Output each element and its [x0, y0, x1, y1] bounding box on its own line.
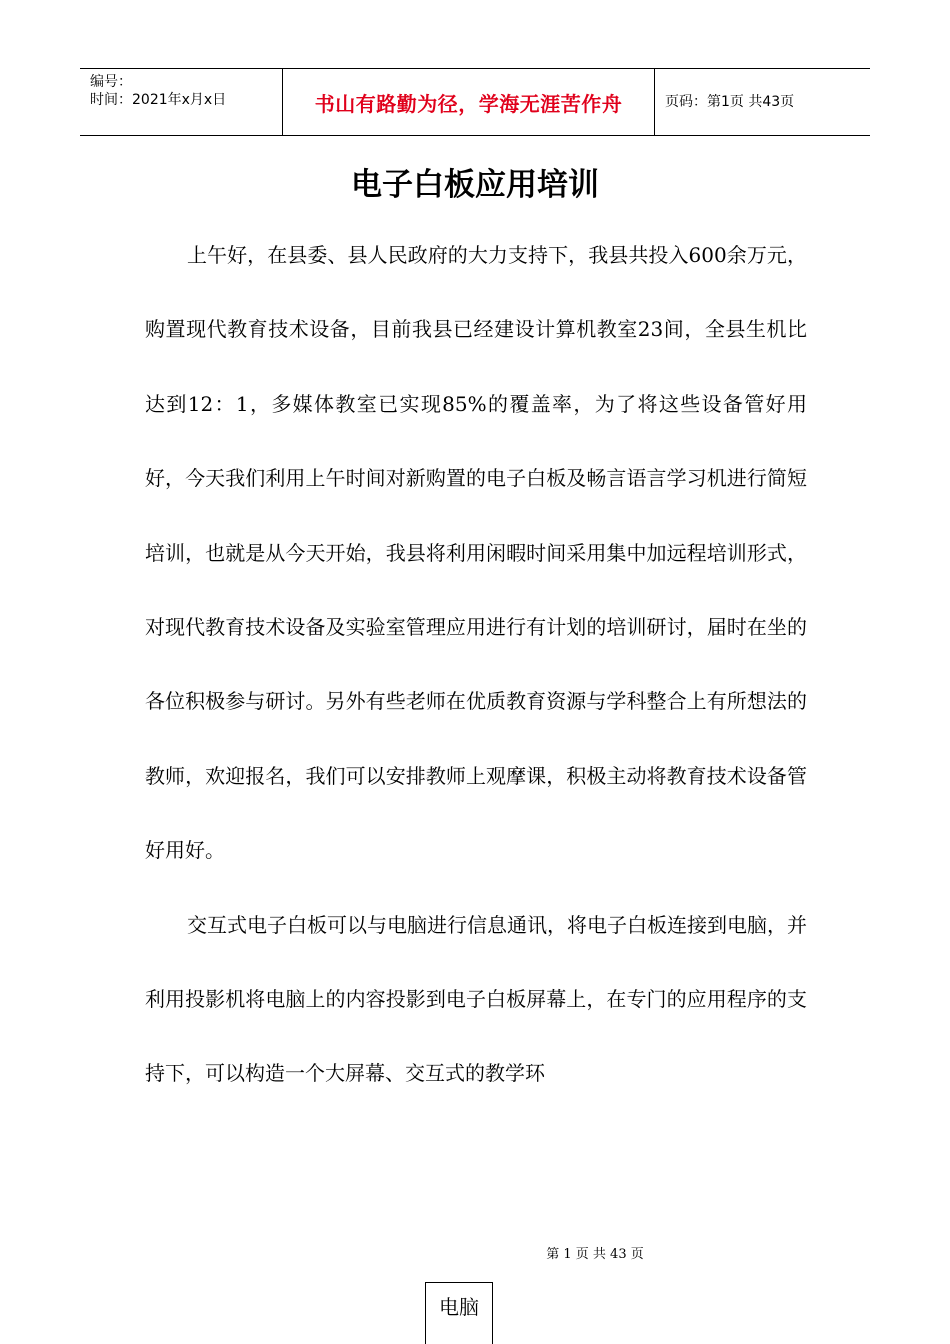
header-table	[80, 68, 870, 136]
page-footer	[0, 1246, 950, 1264]
paragraph-1: 上午好，在县委、县人民政府的大力支持下，我县共投入600余万元，购置现代教育技术设备，目前我县已经建设计算机教室23间，全县生机比达到12：1，多媒体教室已实现85%的覆盖率，为了将这些设备管好用好，今天我们利用上午时间对新购置的电子白板及畅言语言学习机进行简短培训，也就是从今天开始，我县将利用闲暇时间采用集中加远程培训形式，对现代教育技术设备及实验室管理应用进行有计划的培训研讨，届时在坐的各位积极参与研讨。另外有些老师在优质教育资源与学科整合上有所想法的教师，欢迎报名，我们可以安排教师上观摩课，积极主动将教育技术设备管好用好。	[145, 243, 807, 863]
motto-text: 书山有路勤为径，学海无涯苦作舟	[314, 91, 623, 116]
document-title: 电子白板应用培训	[351, 167, 599, 203]
header-motto-cell	[282, 69, 655, 135]
header-meta-cell	[80, 69, 282, 135]
header-page-cell	[655, 69, 870, 135]
page-info: 页码：第1页 共43页	[665, 94, 795, 110]
number-label: 编号：	[90, 74, 132, 90]
time-label: 时间：2021年x月x日	[90, 92, 227, 108]
footer-page-number: 第 1 页 共 43 页	[546, 1247, 644, 1262]
document-body	[145, 218, 807, 1111]
tooltip-text: 电脑	[439, 1295, 479, 1319]
paragraph-2: 交互式电子白板可以与电脑进行信息通讯，将电子白板连接到电脑，并利用投影机将电脑上的内容投影到电子白板屏幕上，在专门的应用程序的支持下，可以构造一个大屏幕、交互式的教学环	[145, 912, 807, 1086]
tooltip-box	[425, 1282, 493, 1344]
